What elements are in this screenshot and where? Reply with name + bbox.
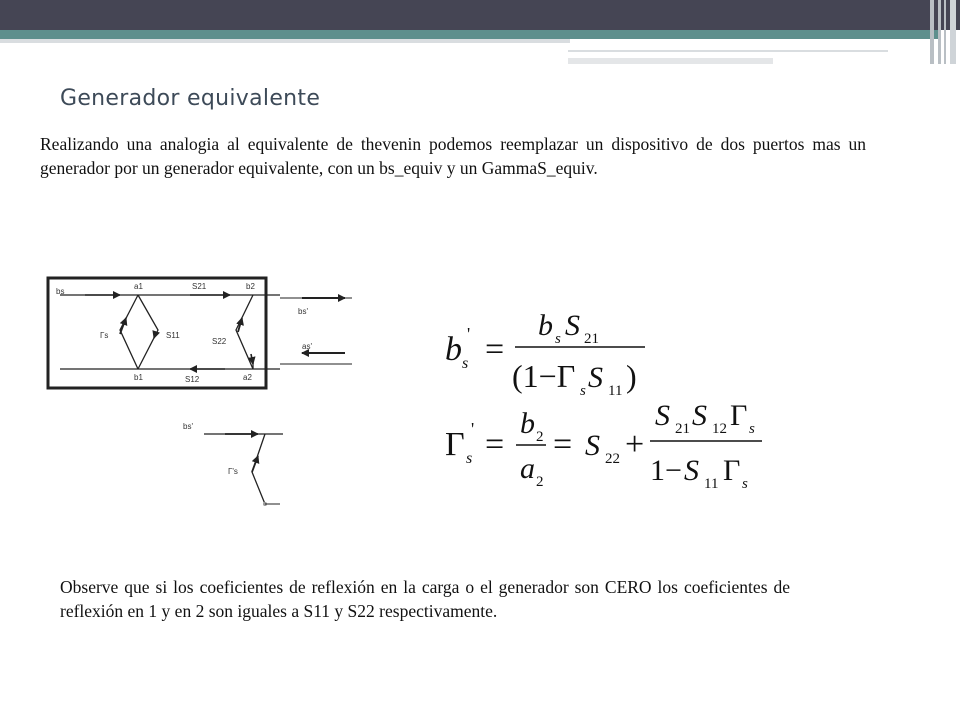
svg-text:s: s (555, 331, 561, 347)
slide-title: Generador equivalente (60, 86, 321, 111)
svg-text:2: 2 (536, 429, 544, 445)
equation-gamma-s-equiv (445, 399, 762, 492)
label-as-in: as' (302, 342, 312, 351)
svg-text:2: 2 (536, 474, 544, 490)
svg-text:Γ: Γ (723, 454, 741, 487)
svg-text:': ' (471, 419, 475, 439)
decor-stripes (928, 0, 960, 64)
svg-text:s: s (580, 383, 586, 399)
svg-text:S: S (588, 361, 603, 394)
label-b1: b1 (134, 373, 143, 382)
label-s21: S21 (192, 282, 207, 291)
svg-text:12: 12 (712, 421, 727, 437)
equations (440, 300, 780, 500)
svg-text:11: 11 (608, 383, 623, 399)
svg-text:Γ: Γ (445, 426, 465, 463)
svg-text:11: 11 (704, 476, 719, 492)
svg-text:S: S (684, 454, 699, 487)
svg-text:S: S (565, 309, 580, 342)
label-s22: S22 (212, 337, 227, 346)
svg-text:a: a (520, 452, 535, 485)
svg-text:21: 21 (675, 421, 690, 437)
signal-flow-diagram (40, 272, 360, 522)
svg-text:Γ: Γ (730, 399, 748, 432)
svg-text:s: s (742, 476, 748, 492)
svg-text:): ) (626, 358, 637, 394)
label-a2: a2 (243, 373, 252, 382)
svg-text:b: b (520, 407, 535, 440)
top-banner (0, 0, 960, 30)
svg-text:=: = (485, 426, 505, 463)
label-s11: S11 (166, 331, 180, 340)
svg-text:+: + (625, 426, 645, 463)
label-bs-eq: bs' (183, 422, 193, 431)
svg-text:s: s (466, 450, 473, 467)
svg-text:b: b (445, 331, 462, 368)
label-b2: b2 (246, 282, 255, 291)
svg-text:': ' (467, 324, 471, 344)
svg-text:S: S (655, 399, 670, 432)
conclusion-paragraph: Observe que si los coeficientes de reflexión en la carga o el generador son CERO los coeficientes de reflexión en 1 y en 2 son iguales a S11 y S22 respectivamente. (60, 577, 790, 621)
label-s12: S12 (185, 375, 200, 384)
svg-text:S: S (692, 399, 707, 432)
intro-paragraph: Realizando una analogia al equivalente de thevenin podemos reemplazar un dispositivo de dos puertos mas un generador por un generador equivalente, con un bs_equiv y un GammaS_equiv. (40, 134, 866, 178)
label-bs-out: bs' (298, 307, 308, 316)
decor-line (568, 50, 888, 52)
svg-text:b: b (538, 309, 553, 342)
svg-text:S: S (585, 429, 600, 462)
svg-text:(1−Γ: (1−Γ (512, 358, 576, 394)
svg-text:1−: 1− (650, 454, 682, 487)
label-gamma-s: Γs (100, 331, 109, 340)
decor-line (568, 58, 773, 64)
svg-text:22: 22 (605, 451, 620, 467)
svg-text:=: = (485, 331, 505, 368)
svg-text:=: = (553, 426, 573, 463)
label-bs: bs (56, 287, 65, 296)
label-a1: a1 (134, 282, 143, 291)
decor-line (0, 39, 570, 43)
equation-bs-equiv (445, 309, 645, 399)
svg-text:s: s (462, 355, 469, 372)
svg-text:s: s (749, 421, 755, 437)
accent-bar (0, 30, 940, 39)
svg-text:21: 21 (584, 331, 599, 347)
label-gamma-s-eq: Γ's (228, 467, 238, 476)
